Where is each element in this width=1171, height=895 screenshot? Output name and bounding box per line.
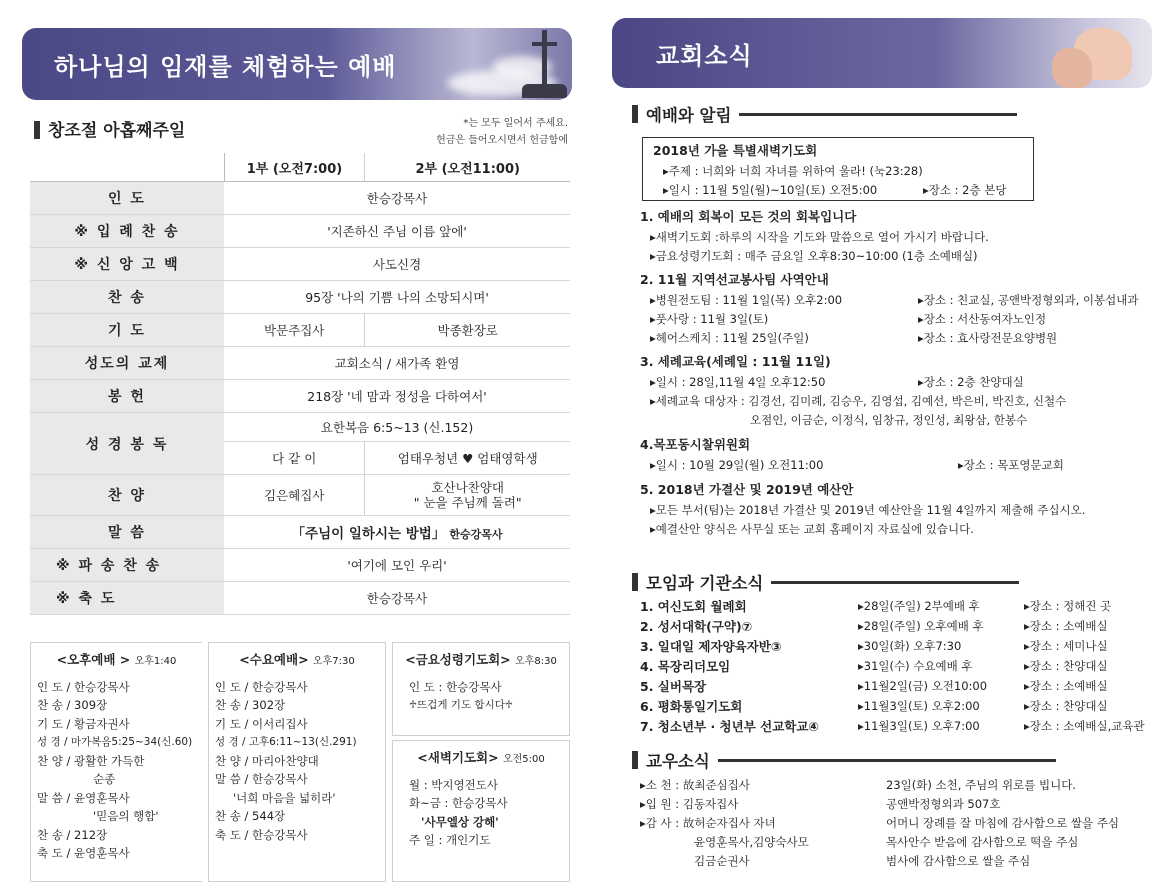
row-label: ※ 입 례 찬 송 — [30, 215, 224, 248]
row-label: 인 도 — [30, 182, 224, 215]
sermon-title: 「주님이 일하시는 방법」 — [291, 526, 446, 542]
notice-title: 4.목포동시찰위원회 — [640, 437, 751, 452]
cross-icon — [542, 30, 547, 90]
meeting-name: 6. 평화통일기도회 — [640, 699, 743, 714]
line: '믿음의 행함' — [93, 809, 159, 823]
meeting-where: ▸장소 : 세미나실 — [1024, 639, 1108, 653]
row-value: 한승강목사 — [224, 582, 570, 615]
meeting-where: ▸장소 : 찬양대실 — [1024, 699, 1108, 713]
line: 순종 — [93, 772, 116, 786]
meeting-when: ▸11월3일(토) 오후7:00 — [858, 719, 980, 733]
notice-line: ▸풋사랑 : 11월 3일(토) ▸장소 : 서산동여자노인정 — [650, 312, 1047, 326]
notice-line: ▸금요성령기도회 : 매주 금요일 오후8:30~10:00 (1층 소예배실) — [650, 249, 978, 263]
meeting-name: 7. 청소년부 · 청년부 선교학교④ — [640, 719, 820, 734]
row-label: 찬 송 — [30, 281, 224, 314]
row-value: 95장 '나의 기쁨 나의 소망되시며' — [224, 281, 570, 314]
line: 화~금 : 한승강목사 — [409, 796, 508, 810]
afternoon-title: <오후예배 > 오후1:40 — [56, 652, 177, 667]
box-line: ▸일시 : 11월 5일(월)~10일(토) 오전5:00 ▸장소 : 2층 본당 — [663, 183, 1007, 197]
col-second-service: 2부 (오전11:00) — [365, 153, 570, 182]
line: 찬 송 / 302장 — [215, 698, 286, 712]
meeting-name: 4. 목장리더모임 — [640, 659, 731, 674]
meeting-when: ▸11월3일(토) 오후2:00 — [858, 699, 980, 713]
news-line: 윤영훈목사,김양숙사모 목사안수 받음에 감사함으로 떡을 주심 — [694, 835, 1079, 849]
meeting-name: 1. 여신도회 월례회 — [640, 599, 747, 614]
meeting-where: ▸장소 : 소예배실 — [1024, 619, 1108, 633]
meeting-row — [640, 637, 1160, 657]
notice-line: ▸새벽기도회 :하루의 시작을 기도와 말씀으로 열어 가시기 바랍니다. — [650, 230, 989, 244]
notice-line: ▸모든 부서(팀)는 2018년 가결산 및 2019년 예산안을 11월 4일까지 제출해 주십시오. — [650, 503, 1086, 517]
col-first-service: 1부 (오전7:00) — [224, 153, 365, 182]
row-label: ※ 축 도 — [30, 582, 224, 615]
line: 인 도 : 한승강목사 — [409, 679, 502, 694]
row-label: 봉 헌 — [30, 380, 224, 413]
member-news-list — [640, 776, 1160, 871]
row-value: 218장 '네 맘과 정성을 다하여서' — [224, 380, 570, 413]
choir-name: 호산나찬양대 — [431, 480, 504, 495]
praying-hands-part — [1052, 48, 1092, 88]
cross-bar — [532, 42, 557, 46]
section-title: 창조절 아홉째주일 — [34, 116, 185, 141]
line: 축 도 / 한승강목사 — [215, 827, 308, 842]
row-label: ※ 신 앙 고 백 — [30, 248, 224, 281]
notice-title: 1. 예배의 회복이 모든 것의 회복입니다 — [640, 209, 857, 224]
meeting-name: 5. 실버목장 — [640, 679, 707, 694]
section-member-news: 교우소식 — [632, 748, 1056, 772]
row-value: 박문주집사 — [224, 314, 365, 347]
notice-title: 3. 세례교육(세례일 : 11월 11일) — [640, 354, 831, 369]
line: 성 경 / 고후6:11~13(신.291) — [215, 736, 357, 748]
meeting-where: ▸장소 : 소예배실,교육관 — [1024, 719, 1145, 733]
meeting-row — [640, 597, 1160, 617]
meeting-row — [640, 717, 1160, 737]
line: '사무엘상 강해' — [421, 814, 499, 829]
friday-title: <금요성령기도회> 오후8:30 — [405, 652, 557, 667]
notice-line: 오점인, 이금순, 이정식, 임창규, 정인성, 최왕삼, 한봉수 — [750, 413, 1028, 427]
news-line: ▸소 천 : 故최준심집사 23일(화) 소천, 주님의 위로를 빕니다. — [640, 778, 1076, 792]
meeting-when: ▸11월2일(금) 오전10:00 — [858, 679, 988, 693]
section-worship-news: 예배와 알림 — [632, 102, 1017, 126]
meeting-row — [640, 657, 1160, 677]
meeting-where: ▸장소 : 정해진 곳 — [1024, 599, 1112, 613]
line: 찬 양 / 광활한 가득한 — [37, 753, 145, 768]
row-value: '지존하신 주님 이름 앞에' — [224, 215, 570, 248]
meeting-row — [640, 617, 1160, 637]
meetings-list — [640, 597, 1160, 737]
line: 축 도 / 윤영훈목사 — [37, 846, 130, 860]
notice-line: ▸병원전도팀 : 11월 1일(목) 오후2:00 ▸장소 : 친교실, 공앤박정형외과, 이봉섭내과 — [650, 293, 1139, 307]
line: 인 도 / 한승강목사 — [215, 679, 308, 694]
afternoon-service-box — [30, 642, 202, 882]
meeting-where: ▸장소 : 찬양대실 — [1024, 659, 1108, 673]
meeting-row — [640, 677, 1160, 697]
notice-title: 5. 2018년 가결산 및 2019년 예산안 — [640, 482, 854, 497]
dawn-prayer-box — [392, 740, 570, 882]
meeting-when: ▸28일(주일) 2부예배 후 — [858, 599, 980, 613]
line: 인 도 / 한승강목사 — [37, 679, 130, 694]
note-offering: 헌금은 들어오시면서 헌금함에 — [436, 135, 568, 146]
building-silhouette — [522, 84, 567, 98]
left-banner — [22, 28, 572, 100]
note-stand: *는 모두 일어서 주세요. — [463, 118, 568, 129]
meeting-name: 3. 일대일 제자양육자반③ — [640, 639, 782, 654]
box-title: 2018년 가을 특별새벽기도회 — [653, 143, 818, 158]
notice-title: 2. 11월 지역선교봉사팀 사역안내 — [640, 272, 829, 287]
line: 성 경 / 마가복음5:25~34(신.60) — [37, 736, 193, 748]
notice-line: ▸헤어스케치 : 11월 25일(주일) ▸장소 : 효사랑전문요양병원 — [650, 331, 1058, 345]
line: '너희 마음을 넓히라' — [233, 790, 336, 805]
notices-list — [640, 206, 1160, 539]
row-value: 요한복음 6:5~13 (신.152) — [224, 413, 570, 442]
row-label: 말 씀 — [30, 516, 224, 549]
row-value: 엄태우청년 ♥ 엄태영학생 — [365, 442, 570, 475]
section-meetings: 모임과 기관소식 — [632, 570, 1019, 594]
line: 기 도 / 황금자권사 — [37, 716, 130, 731]
row-label: 찬 양 — [30, 475, 224, 516]
row-value: 한승강목사 — [224, 182, 570, 215]
line: ♱뜨겁게 기도 합시다♱ — [409, 699, 513, 711]
line: 말 씀 / 한승강목사 — [215, 772, 308, 786]
sermon-preacher: 한승강목사 — [449, 528, 503, 541]
row-label: ※ 파 송 찬 송 — [30, 549, 224, 582]
meeting-when: ▸31일(수) 수요예배 후 — [858, 659, 973, 673]
news-line: ▸감 사 : 故허순자집사 자녀 어머니 장례를 잘 마침에 감사함으로 쌀을 주심 — [640, 816, 1120, 830]
dawn-title: <새벽기도회> 오전5:00 — [417, 750, 545, 765]
line: 말 씀 / 윤영훈목사 — [37, 790, 130, 805]
left-banner-title: 하나님의 임재를 체험하는 예배 — [54, 52, 397, 81]
row-value: 교회소식 / 새가족 환영 — [224, 347, 570, 380]
line: 찬 송 / 212장 — [37, 827, 108, 842]
news-line: ▸입 원 : 김동자집사 공앤박정형외과 507호 — [640, 797, 1001, 811]
line: 찬 송 / 544장 — [215, 809, 286, 823]
row-value: 박종환장로 — [365, 314, 570, 347]
notice-line: ▸예결산안 양식은 사무실 또는 교회 홈페이지 자료실에 있습니다. — [650, 522, 974, 536]
box-line: ▸주제 : 너희와 너희 자녀를 위하여 울라! (눅23:28) — [663, 164, 923, 178]
row-value: 사도신경 — [224, 248, 570, 281]
meeting-where: ▸장소 : 소예배실 — [1024, 679, 1108, 693]
notice-line: ▸일시 : 10월 29일(월) 오전11:00 ▸장소 : 목포영문교회 — [650, 458, 1064, 472]
row-value-choir — [365, 475, 570, 516]
news-line: 김금순권사 범사에 감사함으로 쌀을 주심 — [694, 854, 1031, 868]
line: 찬 송 / 309장 — [37, 698, 108, 712]
meeting-when: ▸30일(화) 오후7:30 — [858, 639, 962, 653]
row-value: 김은혜집사 — [224, 475, 365, 516]
wednesday-service-box — [208, 642, 386, 882]
row-label: 성도의 교제 — [30, 347, 224, 380]
line: 주 일 : 개인기도 — [409, 833, 491, 847]
notice-line: ▸일시 : 28일,11월 4일 오후12:50 ▸장소 : 2층 찬양대실 — [650, 375, 1024, 389]
service-order-table — [30, 153, 570, 615]
row-value: '여기에 모인 우리' — [224, 549, 570, 582]
meeting-row — [640, 697, 1160, 717]
line: 찬 양 / 마리아찬양대 — [215, 753, 319, 768]
row-value-sermon — [224, 516, 570, 549]
right-banner — [612, 18, 1152, 88]
right-banner-title: 교회소식 — [656, 41, 753, 70]
row-label: 성 경 봉 독 — [30, 413, 224, 475]
wednesday-title: <수요예배> 오후7:30 — [239, 652, 355, 667]
friday-prayer-box — [392, 642, 570, 736]
choir-song: " 눈을 주님께 돌려" — [413, 495, 522, 510]
meeting-name: 2. 성서대학(구약)⑦ — [640, 619, 753, 634]
row-label: 기 도 — [30, 314, 224, 347]
special-dawn-prayer-box — [642, 137, 1034, 201]
line: 월 : 박지영전도사 — [409, 777, 498, 792]
meeting-when: ▸28일(주일) 오후예배 후 — [858, 619, 984, 633]
row-value: 다 같 이 — [224, 442, 365, 475]
line: 기 도 / 이서리집사 — [215, 716, 308, 731]
notice-line: ▸세례교육 대상자 : 김경선, 김미례, 김승우, 김영섭, 김예선, 박은비, 박진호, 신철수 — [650, 394, 1067, 408]
